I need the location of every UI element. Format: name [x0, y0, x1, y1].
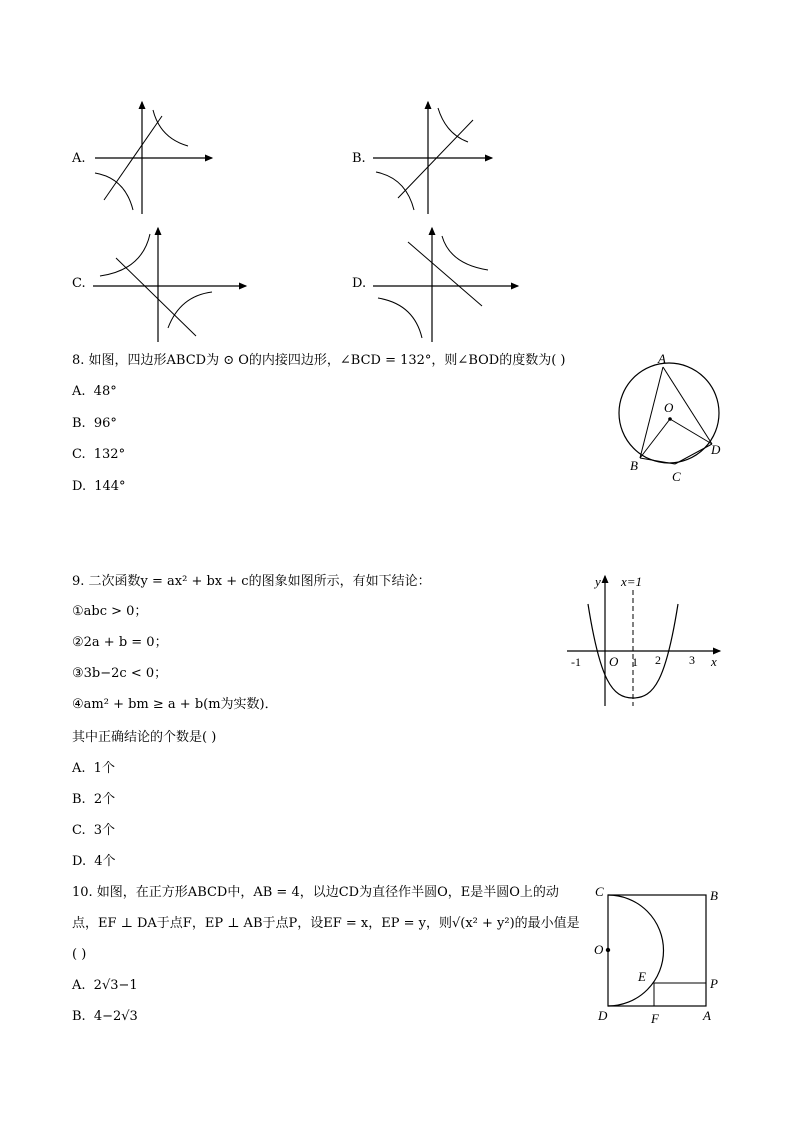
- option-value: 2个: [93, 792, 116, 807]
- option-label: A.: [72, 978, 86, 993]
- segment-cd: [675, 444, 712, 464]
- point-label-b: B: [710, 888, 718, 903]
- tick-label: 1: [632, 655, 638, 669]
- hyperbola-branch-1: [100, 234, 150, 276]
- x-axis-label: x: [711, 654, 717, 669]
- q9-conclusion-2: ②2a + b = 0；: [72, 635, 168, 650]
- line-graph: [408, 242, 482, 306]
- option-label: B.: [72, 792, 86, 807]
- center-dot: [606, 948, 610, 952]
- option-value: 4个: [94, 854, 116, 869]
- hyperbola-branch-2: [376, 172, 414, 210]
- q9-question: 其中正确结论的个数是( ): [72, 730, 217, 745]
- hyperbola-branch-1: [438, 108, 468, 142]
- q7-option-d-label: D.: [352, 276, 367, 291]
- option-label: A.: [72, 384, 86, 399]
- segment-od: [670, 419, 712, 444]
- option-value: 48°: [93, 384, 117, 399]
- option-label: C.: [72, 447, 86, 462]
- point-label-e: E: [638, 969, 646, 984]
- line-graph: [398, 120, 473, 198]
- q7-option-a-label: A.: [72, 151, 86, 166]
- hyperbola-branch-2: [168, 292, 212, 328]
- hyperbola-branch-1: [153, 110, 188, 146]
- point-label-c: C: [672, 469, 681, 484]
- q9-conclusion-3: ③3b−2c < 0；: [72, 666, 168, 681]
- q9-parabola-figure: [562, 570, 732, 710]
- q9-conclusion-4: ④am² + bm ≥ a + b(m为实数)．: [72, 697, 278, 712]
- symmetry-axis-label: x=1: [621, 574, 643, 589]
- q7-option-c-label: C.: [72, 276, 86, 291]
- q10-square-figure: [588, 880, 728, 1030]
- q9-stem: 9. 二次函数y = ax² + bx + c的图象如图所示，有如下结论：: [72, 574, 431, 589]
- point-label-a: A: [658, 351, 666, 366]
- segment-bc: [640, 458, 675, 464]
- q8-option-c: [72, 447, 125, 463]
- option-label: B.: [72, 1009, 86, 1024]
- y-axis-label: y: [595, 574, 601, 589]
- point-label-d: D: [598, 1008, 608, 1023]
- q8-circle-figure: [610, 346, 730, 486]
- q9-option-d: [72, 854, 116, 870]
- tick-label: 2: [655, 653, 661, 667]
- q10-stem-line-2: 点，EF ⊥ DA于点F，EP ⊥ AB于点P，设EF = x，EP = y，则√(x² + y²)的最小值是: [72, 916, 580, 931]
- option-value: 96°: [93, 416, 117, 431]
- q10-option-a: [72, 978, 138, 994]
- center-dot: [668, 417, 672, 421]
- option-value: 144°: [94, 479, 126, 494]
- semicircle-o: [608, 895, 664, 1006]
- point-label-a: A: [703, 1008, 711, 1023]
- option-label: D.: [72, 854, 87, 869]
- q8-stem: 8. 如图，四边形ABCD为 ⊙ O的内接四边形，∠BCD = 132°，则∠BOD的度数为( ): [72, 353, 566, 368]
- point-label-d: D: [711, 442, 721, 457]
- hyperbola-branch-1: [442, 236, 488, 270]
- line-graph: [116, 258, 196, 336]
- option-value: 3个: [93, 823, 116, 838]
- q9-option-b: [72, 792, 115, 808]
- q8-option-d: [72, 479, 126, 495]
- q7-graph-b: [368, 98, 498, 218]
- point-label-o: O: [594, 942, 604, 957]
- point-label-b: B: [630, 458, 638, 473]
- option-value: 2√3−1: [93, 978, 138, 993]
- point-label-f: F: [651, 1011, 659, 1026]
- segments-ef-ep: [654, 983, 706, 1006]
- option-value: 4−2√3: [93, 1009, 138, 1024]
- q7-graph-c: [90, 224, 250, 344]
- tick-label: 3: [689, 653, 695, 667]
- q9-option-a: [72, 761, 115, 777]
- option-value: 1个: [93, 761, 115, 776]
- hyperbola-branch-2: [378, 298, 422, 338]
- q10-option-b: [72, 1009, 138, 1025]
- option-label: B.: [72, 416, 86, 431]
- point-label-c: C: [595, 884, 604, 899]
- segment-ab: [640, 367, 663, 458]
- option-label: A.: [72, 761, 86, 776]
- option-label: C.: [72, 823, 86, 838]
- option-value: 132°: [93, 447, 126, 462]
- q10-stem-line-1: 10. 如图，在正方形ABCD中，AB = 4，以边CD为直径作半圆O，E是半圆O上的动: [72, 885, 559, 900]
- q10-stem-line-3: ( ): [72, 947, 87, 962]
- q7-graph-d: [368, 224, 528, 344]
- hyperbola-branch-2: [95, 173, 133, 210]
- q9-conclusion-1: ①abc > 0；: [72, 604, 148, 619]
- origin-label: O: [609, 654, 619, 669]
- square-abcd: [608, 895, 706, 1006]
- q7-graph-a: [90, 98, 220, 218]
- point-label-p: P: [710, 976, 718, 991]
- option-label: D.: [72, 479, 87, 494]
- q8-option-a: [72, 384, 117, 400]
- point-label-o: O: [664, 400, 674, 415]
- q8-option-b: [72, 416, 117, 432]
- q9-option-c: [72, 823, 115, 839]
- q7-option-b-label: B.: [352, 151, 366, 166]
- tick-label: -1: [571, 655, 581, 669]
